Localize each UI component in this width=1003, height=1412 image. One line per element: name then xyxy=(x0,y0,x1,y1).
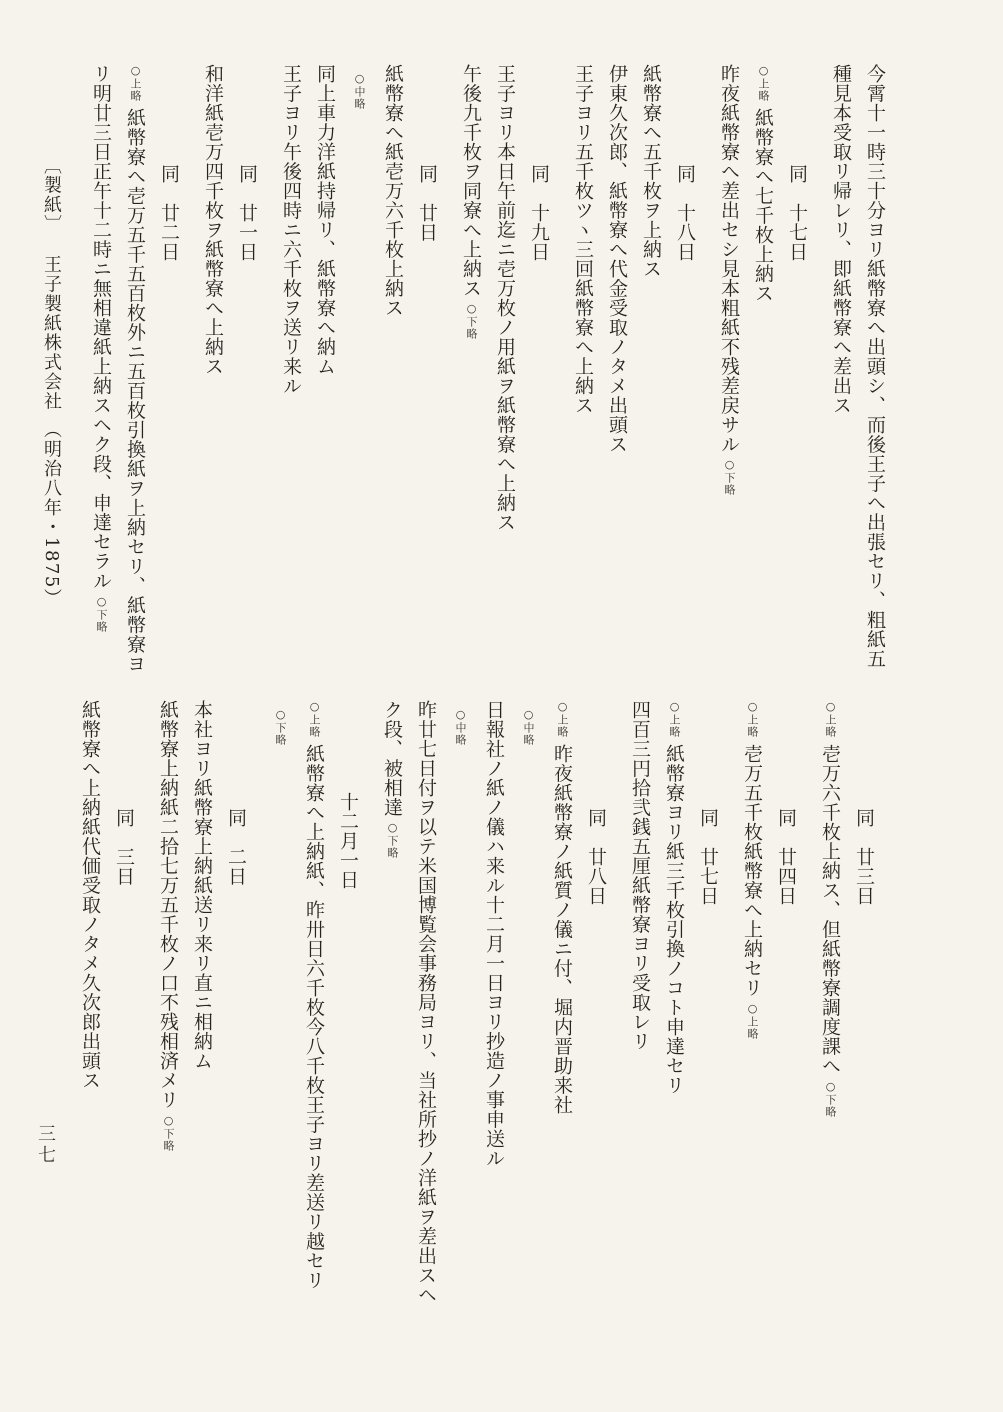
column-text: 同 廿七日 xyxy=(697,808,719,906)
ellipsis-pre-marker: ○上略 xyxy=(556,700,569,738)
column-text: 紙幣寮ヨリ紙三千枚引換ノコト申達セリ xyxy=(663,744,685,1095)
date-column xyxy=(331,700,365,1305)
column-text: 壱万六千枚上納ス、但紙幣寮調度課へ xyxy=(819,744,841,1076)
column-text: 紙幣寮上納紙二拾七万五千枚ノ口不残相済メリ xyxy=(157,700,179,1110)
text-column xyxy=(813,700,847,1305)
column-text: 種見本受取リ帰レリ、即紙幣寮へ差出ス xyxy=(830,64,852,415)
text-column xyxy=(409,700,443,1305)
column-text: 同 廿日 xyxy=(416,164,438,242)
ellipsis-pre-marker: ○上略 xyxy=(129,64,142,102)
column-text: 同 十九日 xyxy=(528,164,550,262)
column-text: 伊東久次郎、紙幣寮へ代金受取ノタメ出頭ス xyxy=(606,64,628,454)
diary-entries-bottom-section xyxy=(73,700,891,1305)
column-text: ク段、被相達 xyxy=(381,700,403,817)
column-text: 同 廿八日 xyxy=(585,808,607,906)
column-text: 王子ヨリ本日午前迄ニ壱万枚ノ用紙ヲ紙幣寮へ上納ス xyxy=(494,64,516,532)
column-text: 紙幣寮へ紙壱万六千枚上納ス xyxy=(382,64,404,318)
column-text: 和洋紙壱万四千枚ヲ紙幣寮へ上納ス xyxy=(202,64,224,376)
ellipsis-post-marker: ○下略 xyxy=(465,302,478,340)
date-column xyxy=(847,700,881,1305)
page-number: 三七 xyxy=(35,1124,56,1166)
ellipsis-marker-column xyxy=(263,700,297,1305)
text-column xyxy=(545,700,579,1305)
text-column xyxy=(375,700,409,1305)
text-column xyxy=(73,700,107,1305)
column-text: 紙幣寮へ壱万五千五百枚外ニ五百枚引換紙ヲ上納セリ、紙幣寮ヨ xyxy=(124,108,146,674)
text-column xyxy=(185,700,219,1305)
column-text: 王子ヨリ五千枚ツヽ三回紙幣寮へ上納ス xyxy=(572,64,594,415)
ellipsis-pre-marker: ○上略 xyxy=(668,700,681,738)
text-column xyxy=(376,64,410,674)
text-column xyxy=(274,64,308,674)
ellipsis-marker-column xyxy=(511,700,545,1305)
document-title-column xyxy=(30,156,72,609)
column-text: 本社ヨリ紙幣寮上納紙送リ来リ直ニ相納ム xyxy=(191,700,213,1071)
text-column xyxy=(634,64,668,674)
text-column xyxy=(477,700,511,1305)
column-text: リ明廿三日正午十二時ニ無相違紙上納スヘク段、申達セラル xyxy=(90,64,112,591)
column-text: 同 廿三日 xyxy=(853,808,875,906)
date-column xyxy=(691,700,725,1305)
ellipsis-post-marker: ○下略 xyxy=(723,458,736,496)
ellipsis-pre-marker: ○上略 xyxy=(746,700,759,738)
date-column xyxy=(410,64,444,674)
ellipsis-marker-column xyxy=(443,700,477,1305)
column-text: 今霄十一時三十分ヨリ紙幣寮へ出頭シ、而後王子へ出張セリ、粗紙五 xyxy=(864,64,886,669)
ellipsis-post-marker: ○下略 xyxy=(386,821,399,859)
ellipsis-post-marker: ○上略 xyxy=(746,1001,759,1040)
ellipsis-marker: ○中略 xyxy=(353,72,366,110)
column-text: 昨廿七日付ヲ以テ米国博覧会事務局ヨリ、当社所抄ノ洋紙ヲ差出スヘ xyxy=(415,700,437,1305)
column-text: 壱万五千枚紙幣寮へ上納セリ xyxy=(741,744,763,998)
ellipsis-post-marker: ○下略 xyxy=(95,594,108,633)
date-column xyxy=(769,700,803,1305)
ellipsis-post-marker: ○下略 xyxy=(824,1079,837,1118)
text-column xyxy=(566,64,600,674)
doc-era-label: （明治八年・1875） xyxy=(41,420,62,609)
doc-category-label: 〔製紙〕 xyxy=(41,156,62,234)
text-column xyxy=(600,64,634,674)
date-column xyxy=(579,700,613,1305)
column-text: 同 二日 xyxy=(225,808,247,886)
text-column xyxy=(712,64,746,674)
text-column xyxy=(118,64,152,674)
ellipsis-marker: ○中略 xyxy=(522,708,535,746)
column-text: 王子ヨリ午後四時ニ六千枚ヲ送リ来ル xyxy=(280,64,302,396)
text-column xyxy=(657,700,691,1305)
diary-entries-top-section xyxy=(84,64,892,674)
date-column xyxy=(152,64,186,674)
text-column xyxy=(735,700,769,1305)
column-text: 同 廿二日 xyxy=(158,164,180,262)
date-column xyxy=(522,64,556,674)
text-column xyxy=(196,64,230,674)
text-column xyxy=(488,64,522,674)
text-column xyxy=(84,64,118,674)
column-text: 同 十八日 xyxy=(674,164,696,262)
column-text: 同上車力洋紙持帰リ、紙幣寮へ納ム xyxy=(314,64,336,376)
column-text: 紙幣寮へ上納紙、昨卅日六千枚今八千枚王子ヨリ差送リ越セリ xyxy=(303,744,325,1290)
text-column xyxy=(824,64,858,674)
text-column xyxy=(308,64,342,674)
date-column xyxy=(668,64,702,674)
date-column xyxy=(219,700,253,1305)
column-text: 紙幣寮へ上納紙代価受取ノタメ久次郎出頭ス xyxy=(79,700,101,1090)
column-text: 昨夜紙幣寮ノ紙質ノ儀ニ付、堀内晋助来社 xyxy=(551,744,573,1115)
date-column xyxy=(230,64,264,674)
ellipsis-pre-marker: ○上略 xyxy=(308,700,321,738)
ellipsis-marker-column xyxy=(342,64,376,674)
text-column xyxy=(151,700,185,1305)
column-text: 午後九千枚ヲ同寮へ上納ス xyxy=(460,64,482,298)
column-text: 十二月一日 xyxy=(337,792,359,890)
ellipsis-pre-marker: ○上略 xyxy=(757,64,770,102)
column-text: 同 十七日 xyxy=(786,164,808,262)
ellipsis-post-marker: ○下略 xyxy=(162,1113,175,1152)
text-column xyxy=(858,64,892,674)
column-text: 四百三円拾弐銭五厘紙幣寮ヨリ受取レリ xyxy=(629,700,651,1051)
column-text: 同 廿四日 xyxy=(775,808,797,906)
date-column xyxy=(780,64,814,674)
column-text: 昨夜紙幣寮へ差出セシ見本粗紙不残差戻サル xyxy=(718,64,740,454)
column-text: 同 廿一日 xyxy=(236,164,258,262)
column-text: 紙幣寮へ七千枚上納ス xyxy=(752,108,774,303)
doc-company-title: 王子製紙株式会社 xyxy=(41,255,62,412)
ellipsis-marker: ○中略 xyxy=(454,708,467,746)
text-column xyxy=(623,700,657,1305)
text-column xyxy=(746,64,780,674)
column-text: 紙幣寮へ五千枚ヲ上納ス xyxy=(640,64,662,279)
column-text: 同 三日 xyxy=(113,808,135,886)
ellipsis-marker: ○下略 xyxy=(274,708,287,746)
text-column xyxy=(297,700,331,1305)
text-column xyxy=(454,64,488,674)
column-text: 日報社ノ紙ノ儀ハ来ル十二月一日ヨリ抄造ノ事申送ル xyxy=(483,700,505,1168)
date-column xyxy=(107,700,141,1305)
ellipsis-pre-marker: ○上略 xyxy=(824,700,837,738)
